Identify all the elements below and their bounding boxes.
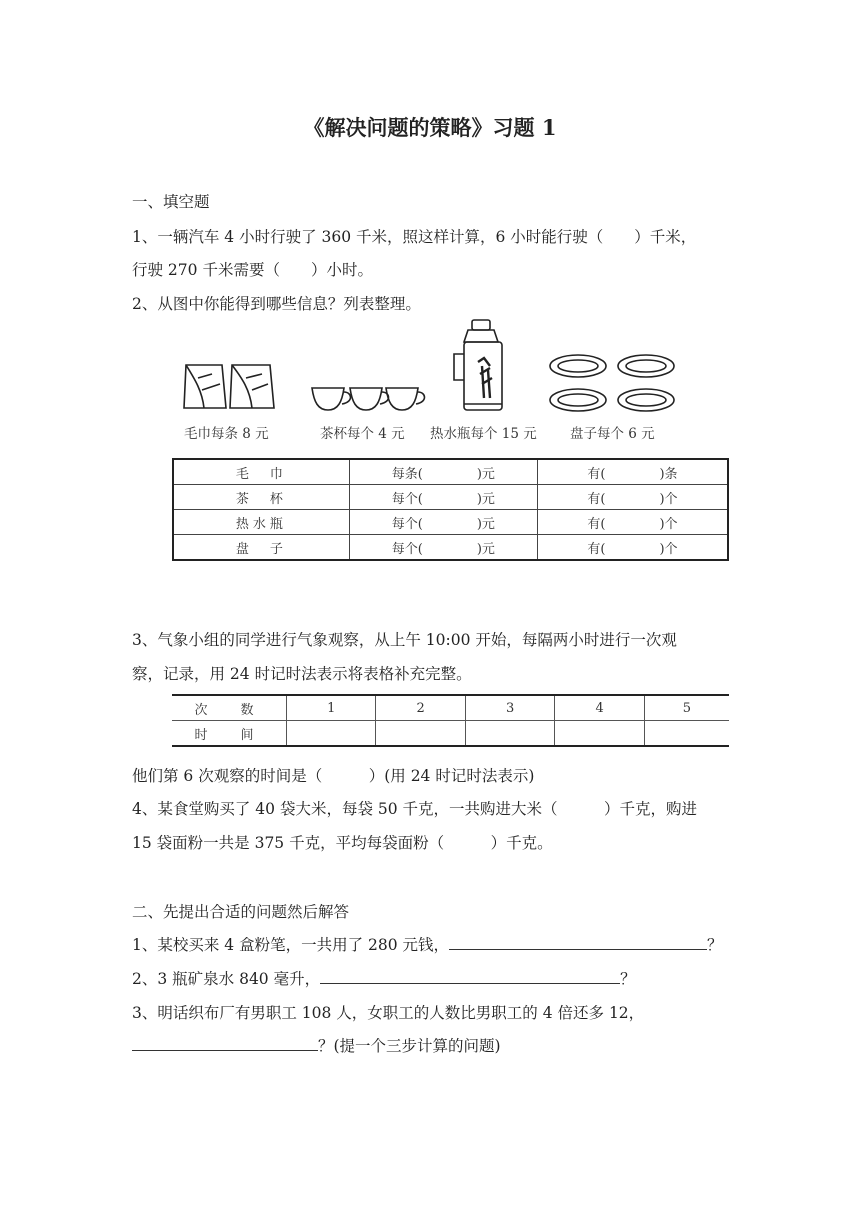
item-name: 热水瓶 <box>173 510 349 535</box>
question-1-line-1: 1、一辆汽车 4 小时行驶了 360 千米，照这样计算，6 小时能行驶（ ）千米， <box>132 228 697 246</box>
item-name: 盘 子 <box>173 535 349 561</box>
problem-1-end: ？ <box>707 936 723 954</box>
column-number: 2 <box>376 695 465 721</box>
towel-icon <box>184 365 274 408</box>
time-answer-cell[interactable] <box>376 721 465 747</box>
question-3-line-3: 他们第 6 次观察的时间是（ ）(用 24 时记时法表示) <box>132 767 535 785</box>
thermos-icon <box>454 320 502 410</box>
answer-line[interactable] <box>320 969 620 984</box>
problem-1-text: 1、某校买来 4 盒粉笔，一共用了 280 元钱， <box>132 936 450 954</box>
answer-blank[interactable] <box>605 538 659 557</box>
plate-icon <box>550 355 674 411</box>
time-answer-cell[interactable] <box>555 721 644 747</box>
table-row <box>172 721 729 747</box>
problem-2-end: ？ <box>620 970 636 988</box>
time-answer-cell[interactable] <box>644 721 729 747</box>
price-prefix: 每个( <box>391 516 423 532</box>
count-prefix: 有( <box>587 516 606 532</box>
teacup-icon <box>312 388 425 410</box>
goods-table <box>172 458 729 561</box>
answer-blank[interactable] <box>423 538 477 557</box>
table-row <box>173 485 728 510</box>
price-prefix: 每个( <box>391 491 423 507</box>
section-heading-fill-in: 一、填空题 <box>132 193 210 211</box>
question-1-line-2: 行驶 270 千米需要（ ）小时。 <box>132 261 373 279</box>
table-row <box>173 459 728 485</box>
item-name: 毛 巾 <box>173 459 349 485</box>
table-row <box>173 535 728 561</box>
price-suffix: )元 <box>476 466 495 482</box>
answer-blank[interactable] <box>605 513 659 532</box>
question-3-line-2: 察，记录，用 24 时记时法表示将表格补充完整。 <box>132 665 472 683</box>
answer-blank[interactable] <box>423 513 477 532</box>
thermos-caption: 热水瓶每个 15 元 <box>430 426 537 442</box>
question-2: 2、从图中你能得到哪些信息？列表整理。 <box>132 295 421 313</box>
count-suffix: )个 <box>659 516 678 532</box>
goods-illustration <box>172 318 732 450</box>
column-number: 4 <box>555 695 644 721</box>
table-row <box>173 510 728 535</box>
table-row <box>172 695 729 721</box>
answer-blank[interactable] <box>605 488 659 507</box>
answer-line[interactable] <box>132 1036 318 1051</box>
answer-blank[interactable] <box>423 463 477 482</box>
problem-1 <box>132 933 723 955</box>
question-4-line-2: 15 袋面粉一共是 375 千克，平均每袋面粉（ ）千克。 <box>132 834 553 852</box>
page-title: 《解决问题的策略》习题 1 <box>303 115 557 140</box>
problem-2-text: 2、3 瓶矿泉水 840 毫升， <box>132 970 321 988</box>
price-suffix: )元 <box>476 516 495 532</box>
count-suffix: )个 <box>659 491 678 507</box>
towel-caption: 毛巾每条 8 元 <box>184 426 269 442</box>
price-suffix: )元 <box>476 541 495 557</box>
cup-caption: 茶杯每个 4 元 <box>320 426 405 442</box>
count-prefix: 有( <box>587 466 606 482</box>
price-prefix: 每条( <box>391 466 423 482</box>
problem-2 <box>132 967 636 989</box>
answer-blank[interactable] <box>423 488 477 507</box>
plate-caption: 盘子每个 6 元 <box>570 426 655 442</box>
row-label-time: 时 间 <box>172 721 287 747</box>
column-number: 5 <box>644 695 729 721</box>
row-label-count: 次 数 <box>172 695 287 721</box>
count-suffix: )条 <box>659 466 678 482</box>
count-prefix: 有( <box>587 491 606 507</box>
column-number: 3 <box>465 695 554 721</box>
price-suffix: )元 <box>476 491 495 507</box>
answer-blank[interactable] <box>605 463 659 482</box>
item-name: 茶 杯 <box>173 485 349 510</box>
time-answer-cell[interactable] <box>287 721 376 747</box>
count-prefix: 有( <box>587 541 606 557</box>
problem-3-line-2 <box>132 1034 501 1056</box>
section-heading-problems: 二、先提出合适的问题然后解答 <box>132 903 350 921</box>
time-answer-cell[interactable] <box>465 721 554 747</box>
observation-time-table <box>172 694 729 747</box>
count-suffix: )个 <box>659 541 678 557</box>
answer-line[interactable] <box>449 935 707 950</box>
question-4-line-1: 4、某食堂购买了 40 袋大米，每袋 50 千克，一共购进大米（ ）千克，购进 <box>132 800 698 818</box>
price-prefix: 每个( <box>391 541 423 557</box>
column-number: 1 <box>287 695 376 721</box>
problem-3-line-1: 3、明话织布厂有男职工 108 人，女职工的人数比男职工的 4 倍还多 12， <box>132 1004 645 1022</box>
problem-3-end: ？(提一个三步计算的问题) <box>318 1037 501 1055</box>
question-3-line-1: 3、气象小组的同学进行气象观察，从上午 10:00 开始，每隔两小时进行一次观 <box>132 631 677 649</box>
